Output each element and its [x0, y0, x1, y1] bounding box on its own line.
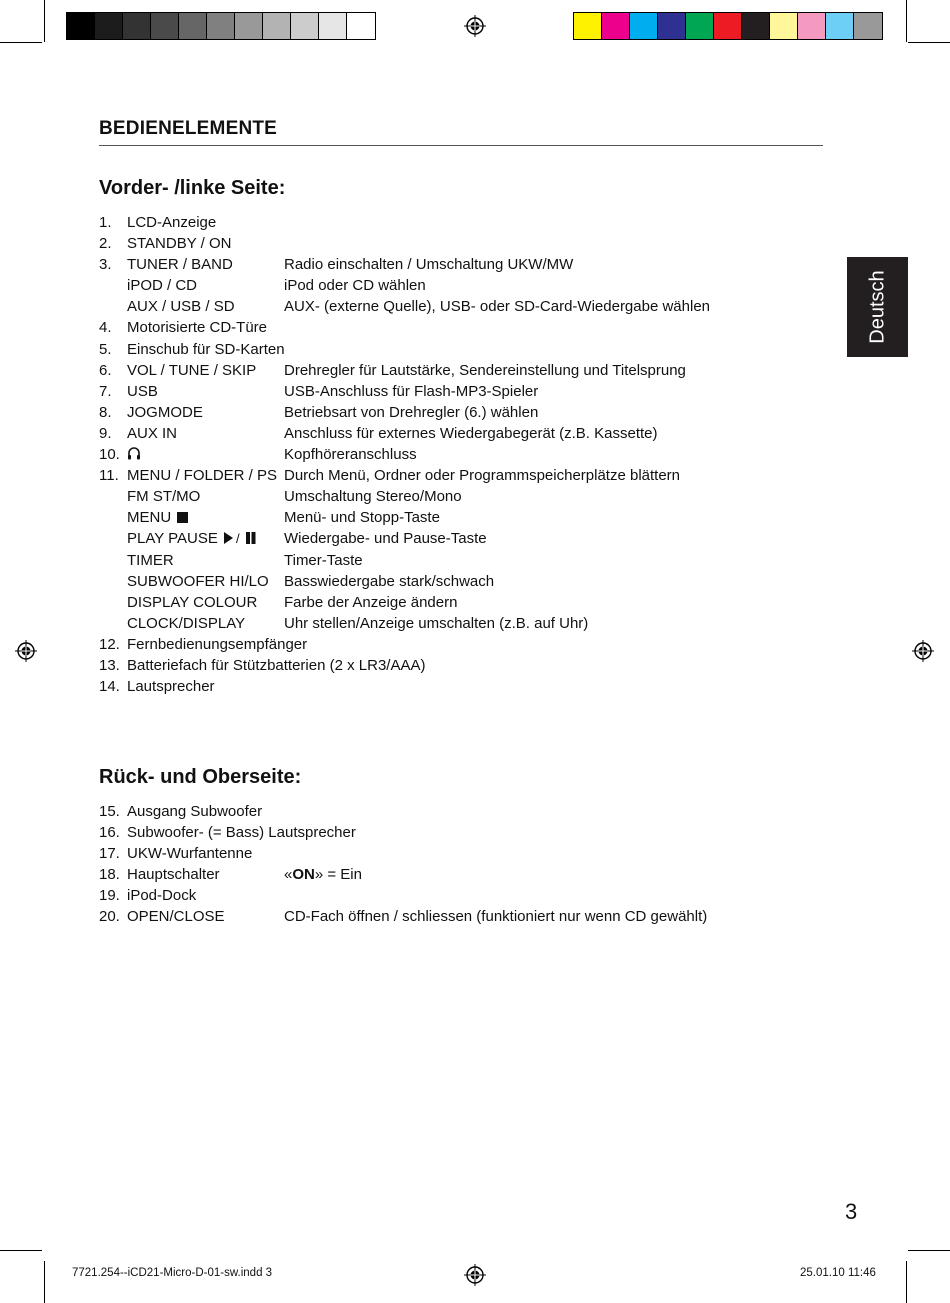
color-swatch	[235, 13, 263, 39]
item-number: 16.	[99, 824, 120, 842]
item-label-text: AUX IN	[127, 424, 178, 442]
item-label-text: Fernbedienungsempfänger	[127, 635, 308, 653]
item-label	[127, 676, 215, 697]
item-description: Kopfhöreranschluss	[284, 446, 417, 464]
item-number: 14.	[99, 678, 120, 696]
item-description: AUX- (externe Quelle), USB- oder SD-Card-Wiedergabe wählen	[284, 298, 711, 316]
item-label	[127, 906, 225, 927]
language-tab-label: Deutsch	[866, 270, 888, 344]
item-label	[127, 254, 233, 275]
crop-mark-bottom-left-v	[44, 1261, 45, 1303]
item-number: 6.	[99, 361, 112, 379]
item-label	[127, 296, 235, 317]
item-label-text: JOGMODE	[127, 403, 203, 421]
item-label	[127, 885, 196, 906]
item-label	[127, 571, 269, 592]
item-label	[127, 486, 200, 507]
item-description: Durch Menü, Ordner oder Programmspeicherplätze blättern	[284, 467, 681, 485]
item-description: Uhr stellen/Anzeige umschalten (z.B. auf Uhr)	[284, 614, 589, 632]
item-label-text: DISPLAY COLOUR	[127, 593, 258, 611]
item-number: 4.	[99, 319, 112, 337]
color-swatch	[151, 13, 179, 39]
item-label	[127, 465, 277, 486]
item-number: 2.	[99, 235, 112, 253]
color-swatch	[319, 13, 347, 39]
color-swatch	[179, 13, 207, 39]
crop-mark-top-left-h	[0, 42, 42, 43]
item-description: Basswiedergabe stark/schwach	[284, 572, 495, 590]
color-swatch	[602, 13, 630, 39]
grayscale-calibration-bar	[66, 12, 376, 40]
item-label	[127, 634, 307, 655]
item-description: Radio einschalten / Umschaltung UKW/MW	[284, 256, 574, 274]
item-label	[127, 843, 252, 864]
item-number: 15.	[99, 803, 120, 820]
item-label	[127, 550, 174, 571]
footer-filename: 7721.254--iCD21-Micro-D-01-sw.indd 3	[72, 1267, 273, 1279]
item-number: 3.	[99, 256, 112, 274]
color-swatch	[630, 13, 658, 39]
item-label-text: CLOCK/DISPLAY	[127, 614, 246, 632]
color-swatch	[263, 13, 291, 39]
item-label	[127, 212, 216, 233]
item-label-text: Hauptschalter	[127, 866, 220, 884]
item-label	[127, 592, 257, 613]
color-swatch	[67, 13, 95, 39]
item-label	[127, 444, 141, 465]
item-label-text: TIMER	[127, 551, 174, 569]
item-number: 5.	[99, 340, 112, 358]
item-label	[127, 822, 356, 843]
item-description: CD-Fach öffnen / schliessen (funktioniert nur wenn CD gewählt)	[284, 908, 708, 926]
color-swatch	[686, 13, 714, 39]
color-swatch	[658, 13, 686, 39]
play-pause-icon	[222, 530, 256, 547]
item-label	[127, 507, 188, 528]
item-description: Wiedergabe- und Pause-Taste	[284, 530, 487, 548]
item-label-text: MENU / FOLDER / PS	[127, 467, 278, 485]
item-description: Umschaltung Stereo/Mono	[284, 488, 462, 506]
crop-mark-top-right-v	[906, 0, 907, 42]
item-label-text: VOL / TUNE / SKIP	[127, 361, 257, 379]
item-label	[127, 233, 231, 254]
item-label	[127, 528, 256, 549]
item-label	[127, 381, 158, 402]
item-label-text: STANDBY / ON	[127, 235, 232, 253]
item-label	[127, 423, 177, 444]
color-swatch	[207, 13, 235, 39]
color-swatch	[347, 13, 375, 39]
color-swatch	[798, 13, 826, 39]
color-calibration-bar	[573, 12, 883, 40]
color-swatch	[742, 13, 770, 39]
item-label-text: Subwoofer- (= Bass) Lautsprecher	[127, 824, 356, 842]
item-description: iPod oder CD wählen	[284, 277, 426, 295]
page-number: 3	[845, 1199, 858, 1224]
crop-mark-bottom-right-h	[908, 1250, 950, 1251]
item-label	[127, 360, 256, 381]
item-label-text: iPod-Dock	[127, 887, 197, 905]
item-number: 8.	[99, 403, 112, 421]
headphones-icon	[127, 446, 141, 463]
item-number: 10.	[99, 446, 120, 464]
item-label-text: SUBWOOFER HI/LO	[127, 572, 269, 590]
item-label	[127, 864, 220, 885]
crop-mark-bottom-right-v	[906, 1261, 907, 1303]
item-label-text: MENU	[127, 509, 172, 527]
item-number: 7.	[99, 382, 112, 400]
item-description: Anschluss für externes Wiedergabegerät (z.B. Kassette)	[284, 424, 658, 442]
item-label-text: FM ST/MO	[127, 488, 201, 506]
item-label-text: OPEN/CLOSE	[127, 908, 225, 926]
color-swatch	[123, 13, 151, 39]
item-number: 19.	[99, 887, 120, 905]
item-label	[127, 317, 267, 338]
item-label-text: PLAY PAUSE	[127, 530, 218, 548]
item-number: 9.	[99, 424, 112, 442]
section-heading-front: Vorder- /linke Seite:	[99, 177, 286, 199]
stop-icon	[175, 509, 188, 526]
item-label	[127, 801, 262, 822]
item-label-text: UKW-Wurfantenne	[127, 845, 253, 863]
crop-mark-top-left-v	[44, 0, 45, 42]
crop-mark-top-right-h	[908, 42, 950, 43]
item-label	[127, 402, 203, 423]
item-label	[127, 613, 245, 634]
item-number: 17.	[99, 845, 120, 863]
crop-mark-bottom-left-h	[0, 1250, 42, 1251]
language-tab	[847, 257, 908, 357]
color-swatch	[854, 13, 882, 39]
color-swatch	[826, 13, 854, 39]
item-label-text: iPOD / CD	[127, 277, 198, 295]
svg-text:/: /	[235, 532, 240, 545]
item-label-text: LCD-Anzeige	[127, 214, 217, 231]
item-label-text: USB	[127, 382, 158, 400]
item-label-text: Lautsprecher	[127, 678, 215, 696]
item-description: Timer-Taste	[284, 551, 363, 569]
registration-mark-icon	[912, 640, 934, 662]
item-label	[127, 275, 197, 296]
item-label	[127, 339, 285, 360]
item-description: «ON» = Ein	[284, 866, 362, 884]
color-swatch	[291, 13, 319, 39]
registration-mark-icon	[464, 15, 486, 37]
item-label-text: Motorisierte CD-Türe	[127, 319, 268, 337]
item-label-text: Ausgang Subwoofer	[127, 803, 263, 820]
item-number: 11.	[99, 467, 119, 485]
registration-mark-icon	[464, 1264, 486, 1286]
item-number: 1.	[99, 214, 112, 231]
title-divider	[99, 145, 823, 146]
item-label-text: TUNER / BAND	[127, 256, 233, 274]
footer-timestamp: 25.01.10 11:46	[800, 1267, 876, 1279]
color-swatch	[574, 13, 602, 39]
item-description: Drehregler für Lautstärke, Sendereinstellung und Titelsprung	[284, 361, 686, 379]
item-description: Farbe der Anzeige ändern	[284, 593, 458, 611]
color-swatch	[95, 13, 123, 39]
item-description: Menü- und Stopp-Taste	[284, 509, 440, 527]
item-label-text: AUX / USB / SD	[127, 298, 235, 316]
color-swatch	[714, 13, 742, 39]
color-swatch	[770, 13, 798, 39]
item-number: 18.	[99, 866, 120, 884]
item-label-text: Einschub für SD-Karten	[127, 340, 285, 358]
item-label	[127, 655, 425, 676]
section-heading-back: Rück- und Oberseite:	[99, 766, 302, 788]
registration-mark-icon	[15, 640, 37, 662]
item-label-text: Batteriefach für Stützbatterien (2 x LR3/AAA)	[127, 656, 426, 674]
page-title: BEDIENELEMENTE	[99, 118, 278, 139]
item-number: 13.	[99, 656, 120, 674]
item-description: USB-Anschluss für Flash-MP3-Spieler	[284, 382, 539, 400]
item-number: 12.	[99, 635, 120, 653]
item-description: Betriebsart von Drehregler (6.) wählen	[284, 403, 539, 421]
item-number: 20.	[99, 908, 120, 926]
